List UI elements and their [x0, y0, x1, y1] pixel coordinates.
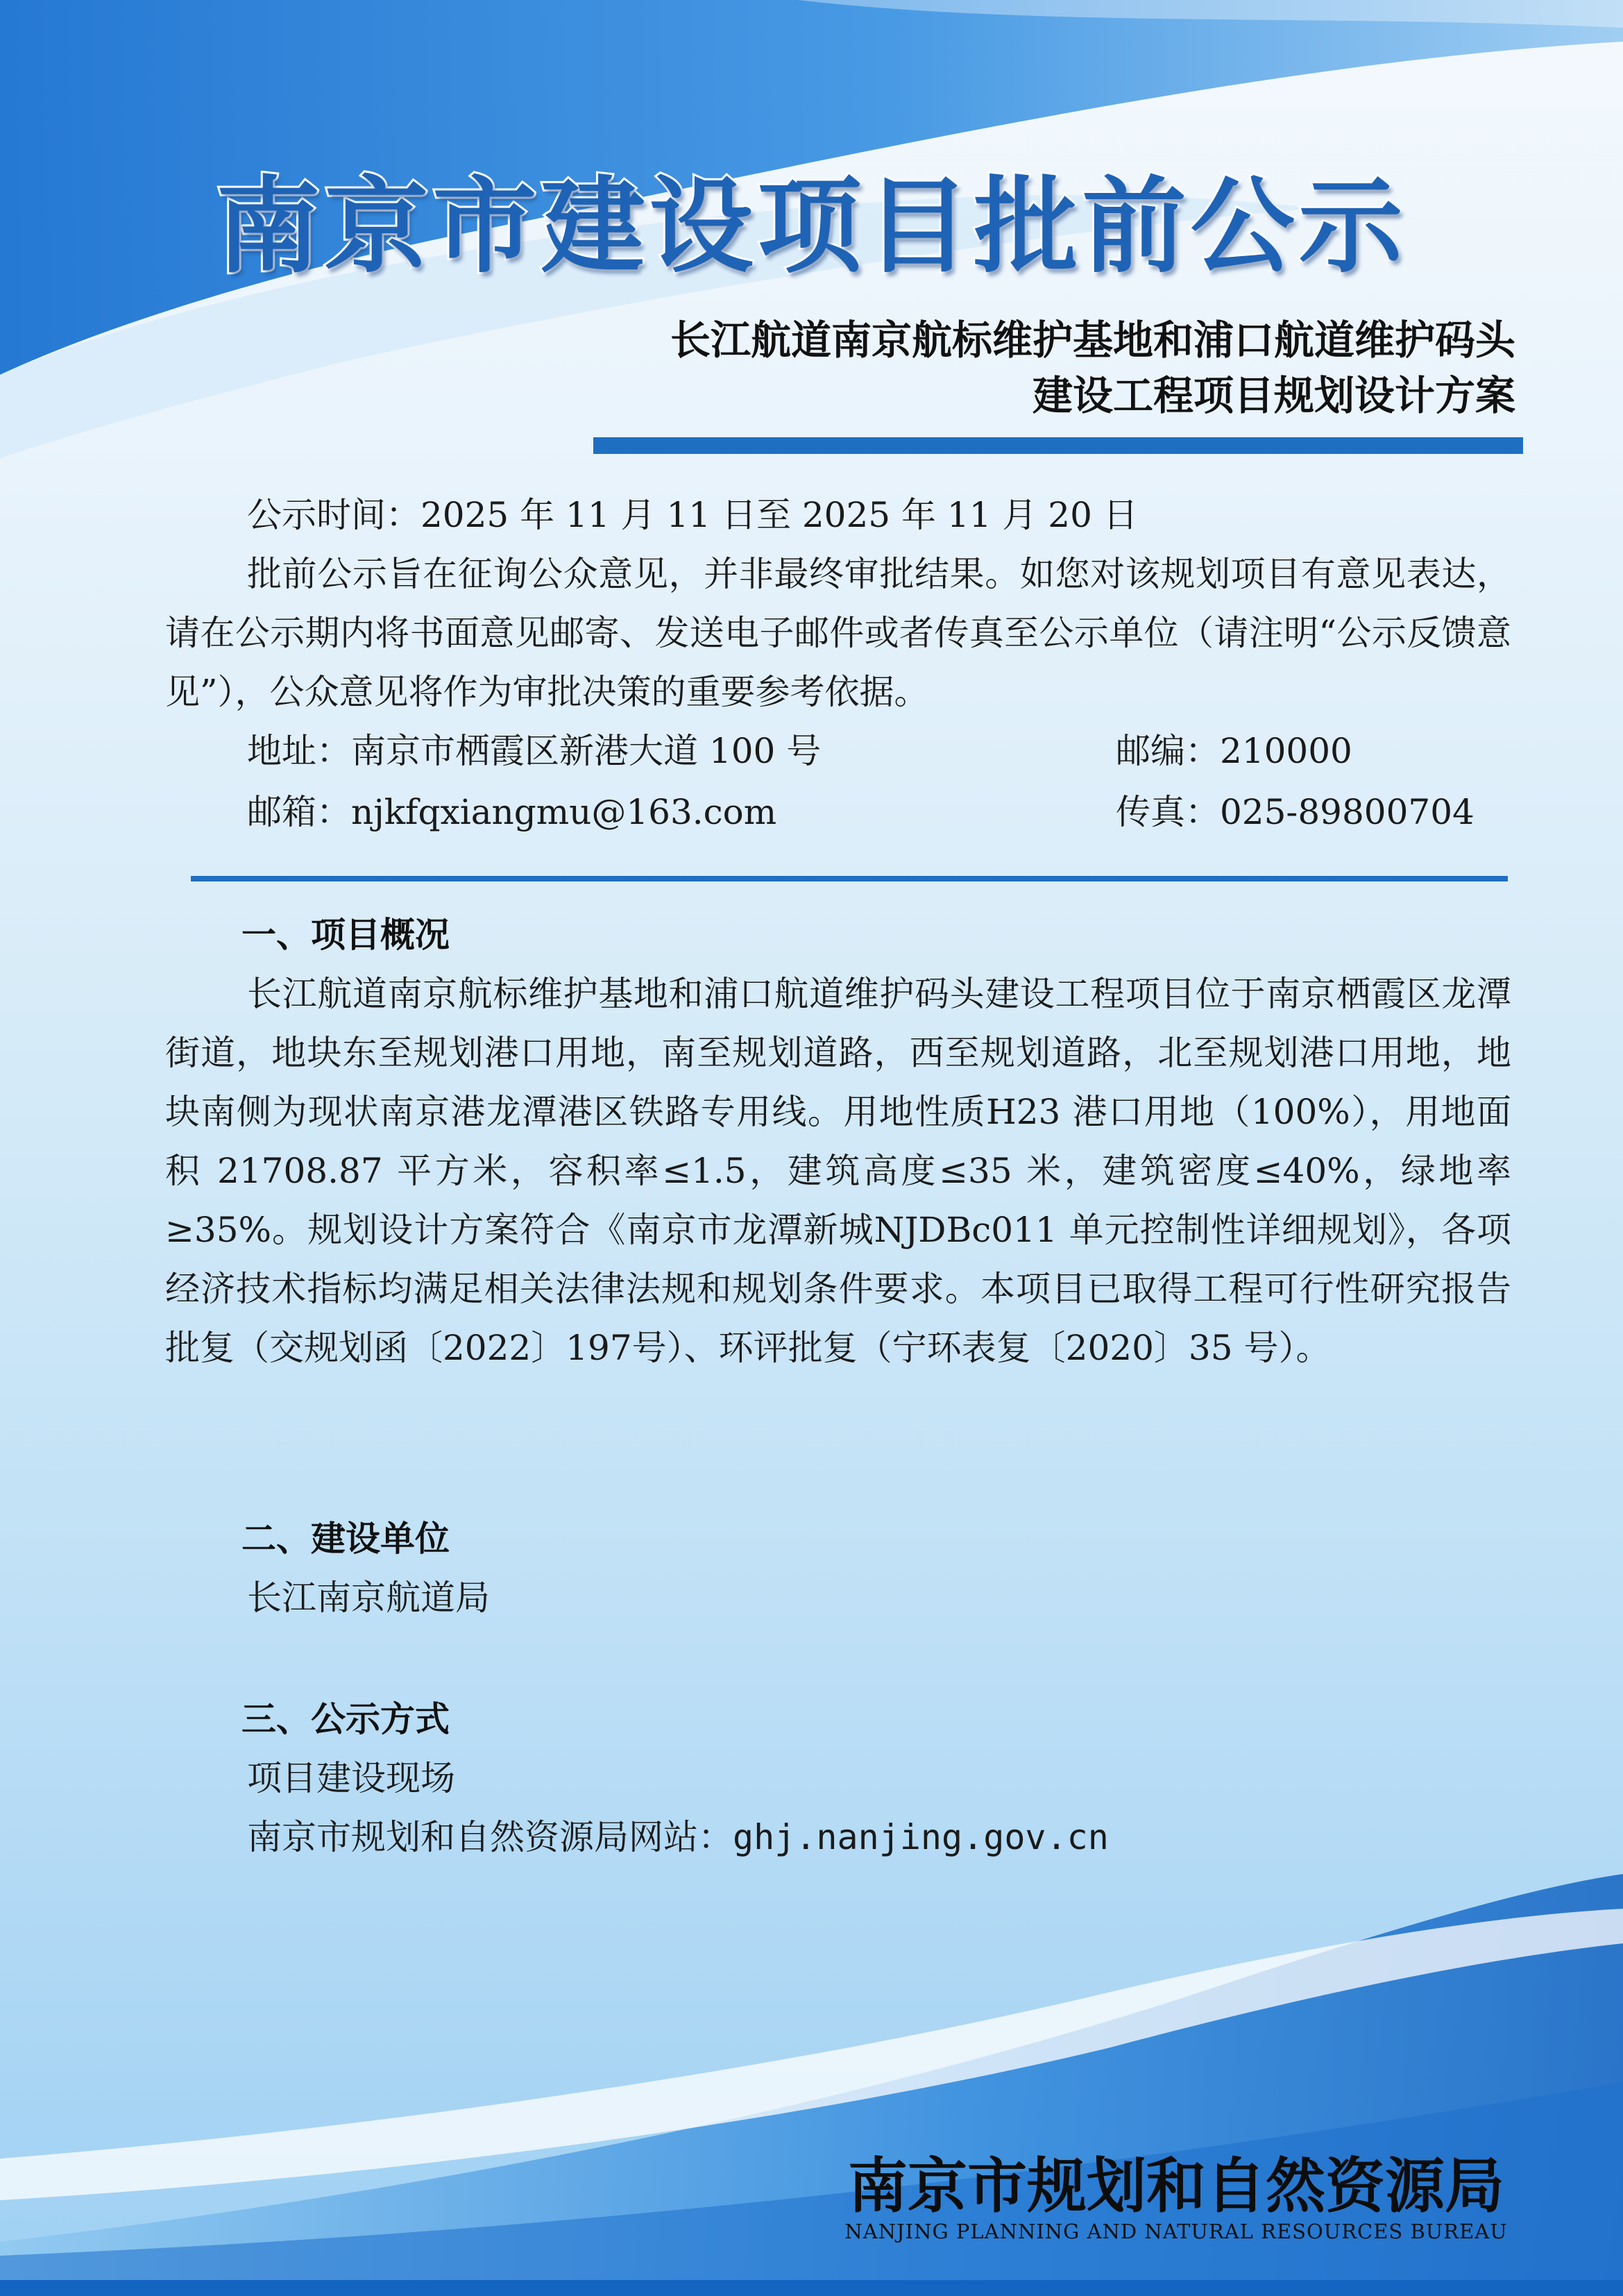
overview-text: 长江航道南京航标维护基地和浦口航道维护码头建设工程项目位于南京栖霞区龙潭街道，地块东至规划港口用地，南至规划道路，西至规划道路，北至规划港口用地，地块南侧为现状南京港龙潭港区铁路专用线。用地性质H23 港口用地（100%），用地面积 21708.87 平方米，容积率≤1.5，建筑高度≤35 米，建筑密度≤40%，绿地率≥35%。规划设计方案符合《南京市龙潭新城NJDBc011 单元控制性详细规划》，各项经济技术指标均满足相关法律法规和规划条件要求。本项目已取得工程可行性研究报告批复（交规划函〔2022〕197号）、环评批复（宁环表复〔2020〕35 号）。 — [165, 974, 1511, 1368]
contact-fax: 传真：025-89800704 — [1116, 792, 1475, 832]
page-title: 南京市建设项目批前公示 — [216, 165, 1407, 287]
builder-heading: 二、建设单位 — [241, 1519, 450, 1559]
builder-name: 长江南京航道局 — [247, 1578, 490, 1618]
contact-postcode: 邮编：210000 — [1116, 731, 1352, 771]
contact-address: 地址：南京市栖霞区新港大道 100 号 — [247, 731, 822, 771]
issuer-name-english: NANJING PLANNING AND NATURAL RESOURCES BUREAU — [844, 2220, 1508, 2243]
issuer-name: 南京市规划和自然资源局 — [848, 2151, 1504, 2221]
method-heading: 三、公示方式 — [241, 1699, 450, 1739]
notice-period: 公示时间：2025 年 11 月 11 日至 2025 年 11 月 20 日 — [247, 495, 1138, 535]
overview-heading: 一、项目概况 — [241, 915, 450, 955]
subtitle-line-2: 建设工程项目规划设计方案 — [1032, 372, 1515, 419]
method-website: 南京市规划和自然资源局网站：ghj.nanjing.gov.cn — [247, 1817, 1109, 1857]
subtitle-line-1: 长江航道南京航标维护基地和浦口航道维护码头 — [670, 316, 1515, 364]
project-subtitle — [670, 312, 1515, 423]
header-divider — [593, 437, 1523, 454]
notice-intro: 批前公示旨在征询公众意见，并非最终审批结果。如您对该规划项目有意见表达，请在公示期内将书面意见邮寄、发送电子邮件或者传真至公示单位（请注明“公示反馈意见”），公众意见将作为审批决策的重要参考依据。 — [165, 554, 1511, 712]
contact-email: 邮箱：njkfqxiangmu@163.com — [247, 792, 777, 832]
section-divider — [191, 876, 1508, 881]
method-site: 项目建设现场 — [247, 1758, 455, 1798]
